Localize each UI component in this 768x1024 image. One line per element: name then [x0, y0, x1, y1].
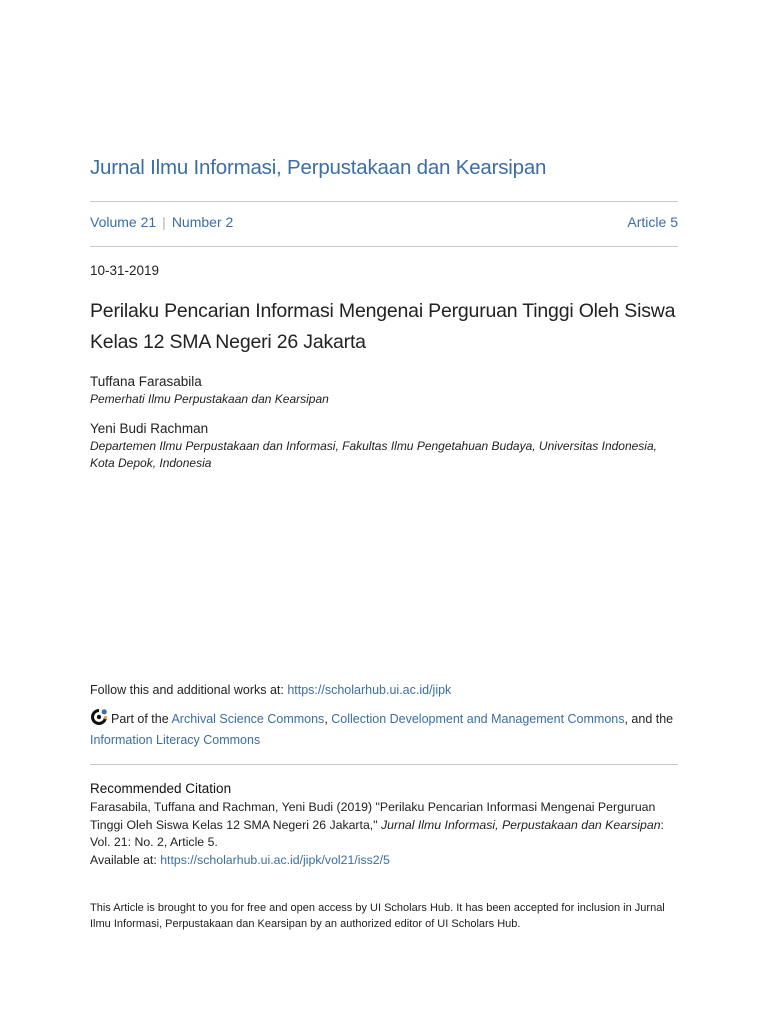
available-at-link[interactable]: https://scholarhub.ui.ac.id/jipk/vol21/iss2/5 — [160, 852, 390, 867]
issue-separator: | — [162, 214, 166, 230]
part-of-line — [90, 708, 680, 751]
author-block-1 — [90, 373, 680, 408]
volume-link[interactable]: Volume 21 — [90, 214, 157, 230]
author-name: Tuffana Farasabila — [90, 374, 202, 389]
issue-nav — [90, 214, 678, 230]
follow-text: Follow this and additional works at: — [90, 683, 288, 697]
commons-link-archival[interactable]: Archival Science Commons — [171, 712, 325, 726]
follow-link[interactable]: https://scholarhub.ui.ac.id/jipk — [287, 683, 452, 697]
citation-text — [90, 799, 680, 869]
divider-citation — [90, 764, 678, 765]
part-of-prefix: Part of the — [111, 712, 172, 726]
author-affiliation: Departemen Ilmu Perpustakaan dan Informasi, Fakultas Ilmu Pengetahuan Budaya, Universitas Indonesia, Kota Depok, Indonesia — [90, 439, 657, 470]
article-link[interactable]: Article 5 — [627, 214, 678, 230]
author-name: Yeni Budi Rachman — [90, 421, 209, 436]
comma-separator: , — [324, 712, 332, 726]
author-block-2 — [90, 420, 680, 472]
citation-journal: Jurnal Ilmu Informasi, Perpustakaan dan Kearsipan — [380, 817, 661, 832]
and-the-text: , and the — [624, 712, 674, 726]
divider-top — [90, 201, 678, 202]
author-affiliation: Pemerhati Ilmu Perpustakaan dan Kearsipan — [90, 392, 329, 406]
article-title: Perilaku Pencarian Informasi Mengenai Perguruan Tinggi Oleh Siswa Kelas 12 SMA Negeri 26 Jakarta — [90, 300, 676, 353]
number-link[interactable]: Number 2 — [171, 214, 234, 230]
recommended-citation-heading: Recommended Citation — [90, 781, 232, 796]
journal-title-link[interactable]: Jurnal Ilmu Informasi, Perpustakaan dan Kearsipan — [90, 156, 547, 179]
commons-link-collection[interactable]: Collection Development and Management Commons — [331, 712, 625, 726]
follow-line — [90, 683, 451, 697]
divider-issue — [90, 246, 678, 247]
publication-date: 10-31-2019 — [90, 263, 160, 278]
citation-volume: : Vol. 21: No. 2, Article 5. — [90, 817, 664, 849]
footer-note: This Article is brought to you for free and open access by UI Scholars Hub. It has been accepted for inclusion in Jurnal Ilmu Informasi, Perpustakaan dan Kearsipan by an authorized editor of UI Scholars Hub. — [90, 902, 665, 930]
available-at-label: Available at: — [90, 852, 161, 867]
commons-link-information-literacy[interactable]: Information Literacy Commons — [90, 733, 261, 747]
citation-body: Farasabila, Tuffana and Rachman, Yeni Budi (2019) "Perilaku Pencarian Informasi Mengenai Perguruan Tinggi Oleh Siswa Kelas 12 SMA Negeri 26 Jakarta," — [90, 800, 656, 832]
commons-network-icon — [90, 708, 108, 726]
